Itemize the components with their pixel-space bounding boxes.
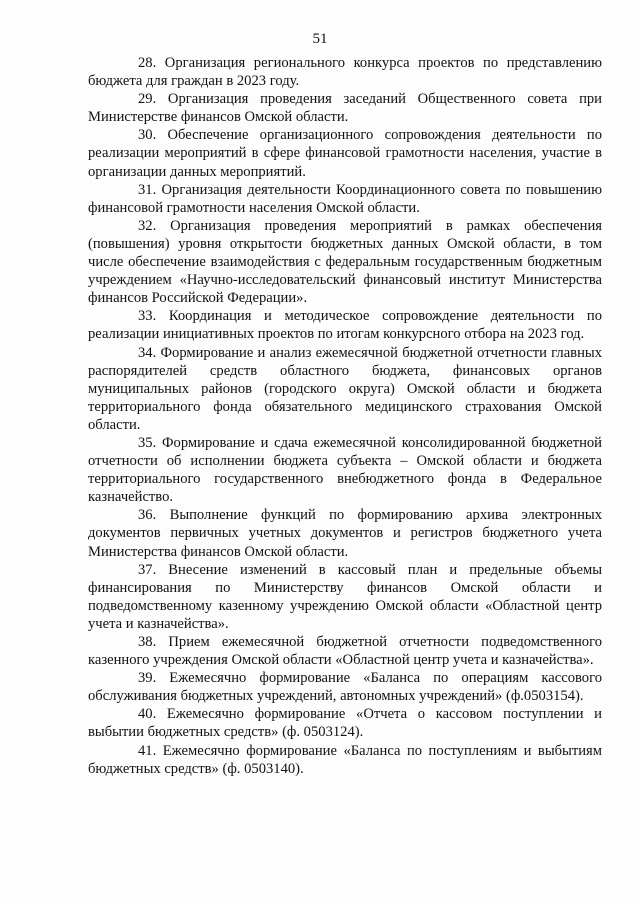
- list-item: 39. Ежемесячно формирование «Баланса по операциям кассового обслуживания бюджетных учреждений, автономных учреждений» (ф.0503154).: [88, 670, 602, 705]
- list-item: 35. Формирование и сдача ежемесячной консолидированной бюджетной отчетности об исполнении бюджета субъекта – Омской области и бюджета территориального государственного внебюджетного фонда в Федеральное казначейство.: [88, 434, 602, 506]
- list-item: 30. Обеспечение организационного сопровождения деятельности по реализации мероприятий в сфере финансовой грамотности населения, участие в организации данных мероприятий.: [88, 127, 602, 180]
- list-item: 34. Формирование и анализ ежемесячной бюджетной отчетности главных распорядителей средств областного бюджета, финансовых органов муниципальных районов (городского округа) Омской области и бюджета территориального фонда обязательного медицинского страхования Омской области.: [88, 344, 602, 433]
- list-item: 31. Организация деятельности Координационного совета по повышению финансовой грамотности населения Омской области.: [88, 181, 602, 216]
- list-item: 33. Координация и методическое сопровождение деятельности по реализации инициативных проектов по итогам конкурсного отбора на 2023 год.: [88, 308, 602, 343]
- list-item: 40. Ежемесячно формирование «Отчета о кассовом поступлении и выбытии бюджетных средств» (ф. 0503124).: [88, 706, 602, 741]
- list-item: 37. Внесение изменений в кассовый план и предельные объемы финансирования по Министерству финансов Омской области и подведомственному казенному учреждению Омской области «Областной центр учета и казначейства».: [88, 561, 602, 632]
- list-item: 41. Ежемесячно формирование «Баланса по поступлениям и выбытиям бюджетных средств» (ф. 0503140).: [88, 742, 602, 777]
- list-item: 38. Прием ежемесячной бюджетной отчетности подведомственного казенного учреждения Омской области «Областной центр учета и казначейства».: [88, 634, 602, 669]
- list-item: 29. Организация проведения заседаний Общественного совета при Министерстве финансов Омской области.: [88, 91, 602, 126]
- document-body: [88, 54, 602, 778]
- page-number: 51: [312, 31, 328, 47]
- list-item: 36. Выполнение функций по формированию архива электронных документов первичных учетных документов и регистров бюджетного учета Министерства финансов Омской области.: [88, 507, 602, 560]
- list-item: 28. Организация регионального конкурса проектов по представлению бюджета для граждан в 2023 году.: [88, 55, 602, 90]
- list-item: 32. Организация проведения мероприятий в рамках обеспечения (повышения) уровня открытости бюджетных данных Омской области, в том числе обеспечение взаимодействия с федеральным государственным бюджетным учреждением «Научно-исследовательский финансовый институт Министерства финансов Российской Федерации».: [88, 217, 602, 307]
